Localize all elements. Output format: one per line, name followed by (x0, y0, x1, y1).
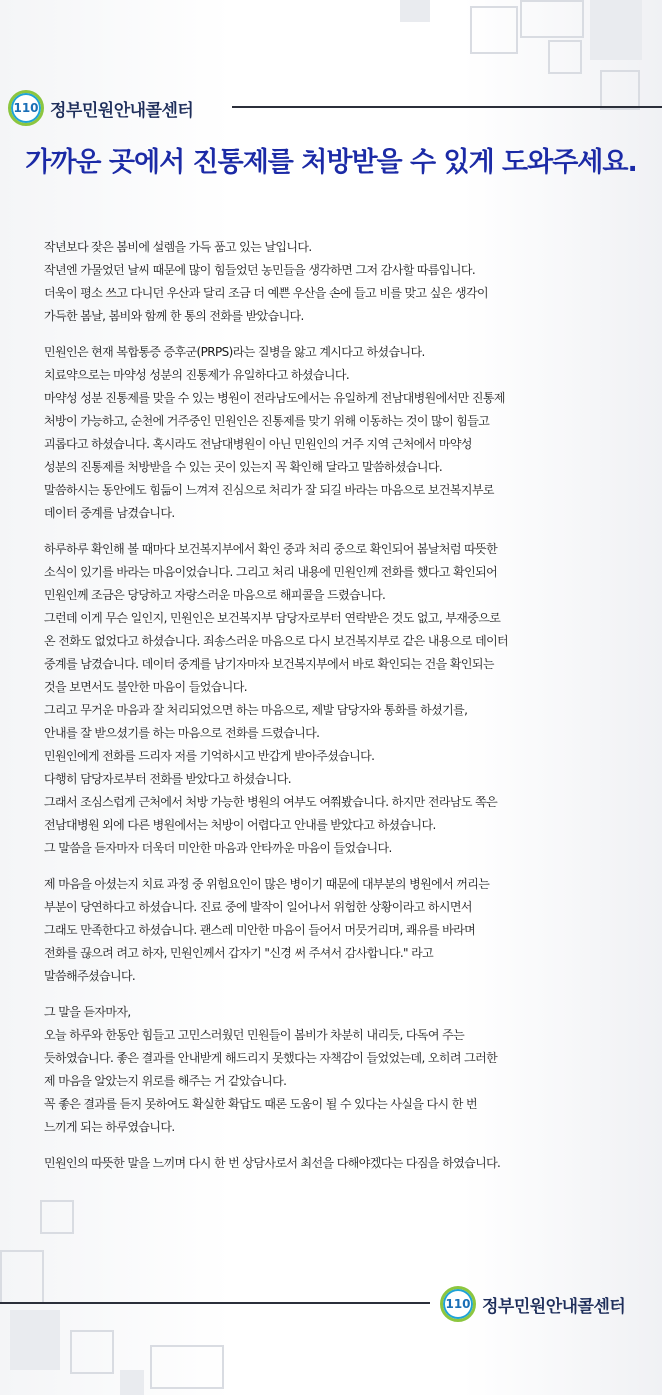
text-line: 말씀해주셨습니다. (44, 969, 136, 983)
text-line: 성분의 진통제를 처방받을 수 있는 곳이 있는지 꼭 확인해 달라고 말씀하셨습니다. (44, 460, 443, 474)
text-line: 그 말씀을 듣자마자 더욱더 미안한 마음과 안타까운 마음이 들었습니다. (44, 841, 392, 855)
paragraph (44, 1152, 644, 1175)
text-line: 민원인은 현재 복합통증 증후군(PRPS)라는 질병을 앓고 계시다고 하셨습니다. (44, 345, 425, 359)
text-line: 그런데 이게 무슨 일인지, 민원인은 보건복지부 담당자로부터 연락받은 것도 없고, 부재중으로 (44, 611, 501, 625)
text-line: 민원인의 따뜻한 말을 느끼며 다시 한 번 상담사로서 최선을 다해야겠다는 다짐을 하였습니다. (44, 1156, 501, 1170)
text-line: 제 마음을 알았는지 위로를 해주는 거 같았습니다. (44, 1074, 287, 1088)
text-line: 괴롭다고 하셨습니다. 혹시라도 전남대병원이 아닌 민원인의 거주 지역 근처에서 마약성 (44, 437, 472, 451)
paragraph-gap (44, 988, 644, 1001)
paragraph-gap (44, 328, 644, 341)
deco-square (120, 1370, 144, 1395)
paragraph (44, 873, 644, 988)
deco-square (150, 1345, 224, 1389)
text-line: 것을 보면서도 불안한 마음이 들었습니다. (44, 680, 247, 694)
text-line: 더욱이 평소 쓰고 다니던 우산과 달리 조금 더 예쁜 우산을 손에 들고 비를 맞고 싶은 생각이 (44, 286, 488, 300)
paragraph-gap (44, 525, 644, 538)
text-line: 마약성 성분 진통제를 맞을 수 있는 병원이 전라남도에서는 유일하게 전남대병원에서만 진통제 (44, 391, 505, 405)
paragraph-gap (44, 860, 644, 873)
text-line: 오늘 하루와 한동안 힘들고 고민스러웠던 민원들이 봄비가 차분히 내리듯, 다독여 주는 (44, 1028, 465, 1042)
text-line: 말씀하시는 동안에도 힘듦이 느껴져 진심으로 처리가 잘 되길 바라는 마음으로 보건복지부로 (44, 483, 494, 497)
page-title: 가까운 곳에서 진통제를 처방받을 수 있게 도와주세요. (25, 147, 637, 178)
footer-rule (0, 1302, 430, 1304)
text-line: 치료약으로는 마약성 성분의 진통제가 유일하다고 하셨습니다. (44, 368, 350, 382)
text-line: 제 마음을 아셨는지 치료 과정 중 위험요인이 많은 병이기 때문에 대부분의 병원에서 꺼리는 (44, 877, 490, 891)
paragraph (44, 538, 644, 860)
header-logo (8, 90, 193, 126)
deco-square (40, 1200, 74, 1234)
text-line: 소식이 있기를 바라는 마음이었습니다. 그리고 처리 내용에 민원인께 전화를 했다고 확인되어 (44, 565, 498, 579)
paragraph (44, 236, 644, 328)
deco-square (600, 70, 640, 110)
deco-square (70, 1330, 114, 1374)
deco-square (548, 40, 582, 74)
text-line: 부분이 당연하다고 하셨습니다. 진료 중에 발작이 일어나서 위험한 상황이라고 하시면서 (44, 900, 472, 914)
text-line: 전남대병원 외에 다른 병원에서는 처방이 어렵다고 안내를 받았다고 하셨습니다. (44, 818, 436, 832)
article-body (44, 236, 644, 1175)
paragraph (44, 341, 644, 525)
text-line: 처방이 가능하고, 순천에 거주중인 민원인은 진통제를 맞기 위해 이동하는 것이 많이 힘들고 (44, 414, 490, 428)
text-line: 중계를 남겼습니다. 데이터 중계를 남기자마자 보건복지부에서 바로 확인되는 건을 확인되는 (44, 657, 494, 671)
header-rule (232, 106, 662, 108)
paragraph-gap (44, 1139, 644, 1152)
deco-square (10, 1310, 60, 1370)
text-line: 그리고 무거운 마음과 잘 처리되었으면 하는 마음으로, 제발 담당자와 통화를 하셨기를, (44, 703, 468, 717)
text-line: 그래서 조심스럽게 근처에서 처방 가능한 병원의 여부도 여쭤봤습니다. 하지만 전라남도 쪽은 (44, 795, 498, 809)
logo-110-icon: 110 (440, 1286, 476, 1322)
text-line: 듯하였습니다. 좋은 결과를 안내받게 해드리지 못했다는 자책감이 들었었는데, 오히려 그러한 (44, 1051, 498, 1065)
text-line: 데이터 중계를 남겼습니다. (44, 506, 175, 520)
text-line: 온 전화도 없었다고 하셨습니다. 죄송스러운 마음으로 다시 보건복지부로 같은 내용으로 데이터 (44, 634, 509, 648)
text-line: 가득한 봄날, 봄비와 함께 한 통의 전화를 받았습니다. (44, 309, 304, 323)
logo-text: 정부민원안내콜센터 (50, 100, 194, 121)
paragraph (44, 1001, 644, 1139)
text-line: 그래도 만족한다고 하셨습니다. 괜스레 미안한 마음이 들어서 머뭇거리며, 쾌유를 바라며 (44, 923, 476, 937)
logo-110-icon: 110 (8, 90, 44, 126)
text-line: 민원인께 조금은 당당하고 자랑스러운 마음으로 해피콜을 드렸습니다. (44, 588, 386, 602)
text-line: 안내를 잘 받으셨기를 하는 마음으로 전화를 드렸습니다. (44, 726, 320, 740)
text-line: 그 말을 듣자마자, (44, 1005, 131, 1019)
text-line: 느끼게 되는 하루였습니다. (44, 1120, 175, 1134)
text-line: 전화를 끊으려 려고 하자, 민원인께서 갑자기 "신경 써 주셔서 감사합니다." 라고 (44, 946, 434, 960)
deco-square (470, 6, 518, 54)
deco-square (400, 0, 430, 22)
logo-text: 정부민원안내콜센터 (482, 1296, 626, 1317)
text-line: 다행히 담당자로부터 전화를 받았다고 하셨습니다. (44, 772, 291, 786)
deco-square (590, 0, 642, 60)
text-line: 꼭 좋은 결과를 듣지 못하여도 확실한 확답도 때론 도움이 될 수 있다는 사실을 다시 한 번 (44, 1097, 477, 1111)
deco-square (0, 1250, 44, 1304)
text-line: 하루하루 확인해 볼 때마다 보건복지부에서 확인 중과 처리 중으로 확인되어 봄날처럼 따뜻한 (44, 542, 498, 556)
text-line: 작년엔 가물었던 날씨 때문에 많이 힘들었던 농민들을 생각하면 그저 감사할 따름입니다. (44, 263, 476, 277)
footer-logo (440, 1286, 625, 1322)
text-line: 민원인에게 전화를 드리자 저를 기억하시고 반갑게 받아주셨습니다. (44, 749, 375, 763)
text-line: 작년보다 잦은 봄비에 설렘을 가득 품고 있는 날입니다. (44, 240, 312, 254)
deco-square (520, 0, 584, 38)
